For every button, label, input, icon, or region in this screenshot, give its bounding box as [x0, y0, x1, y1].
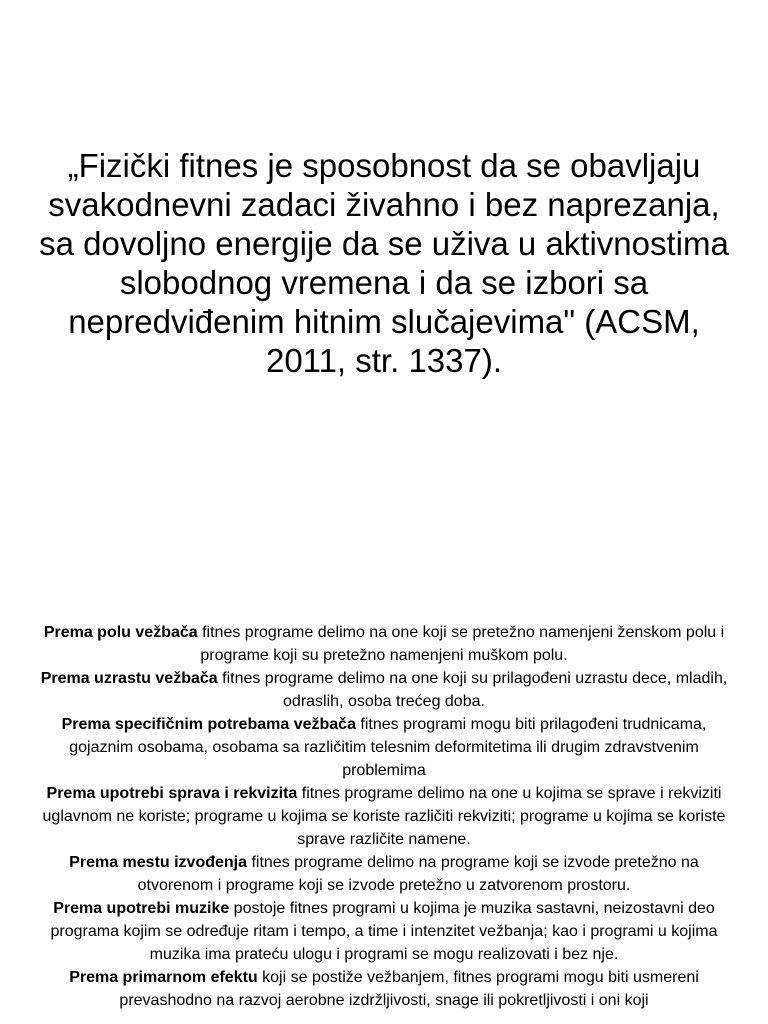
paragraph-gender — [30, 621, 738, 667]
paragraph-text: postoje fitnes programi u kojima je muzika sastavni, neizostavni deo programa kojim se određuje ritam i tempo, a time i intenzitet vežbanja; kao i programi u kojima muzika ima prateću ulogu i programi se mogu realizovati i bez nje. — [50, 900, 718, 963]
paragraph-heading: Prema upotrebi sprava i rekvizita — [46, 785, 298, 802]
paragraph-text: fitnes programe delimo na programe koji se izvode pretežno na otvorenom i programe koji se izvode pretežno u zatvorenom prostoru. — [137, 854, 699, 894]
paragraph-text: koji se postiže vežbanjem, fitnes programi mogu biti usmereni prevashodno na razvoj aerobne izdržljivosti, snage ili pokretljivosti i oni koji — [119, 969, 699, 1009]
paragraph-heading: Prema upotrebi muzike — [53, 900, 230, 917]
paragraph-text: fitnes programi mogu biti prilagođeni trudnicama, gojaznim osobama, osobama sa različitim telesnim deformitetima ili drugim zdravstvenim problemima — [69, 716, 707, 779]
paragraph-heading: Prema mestu izvođenja — [69, 854, 248, 871]
paragraph-text: fitnes programe delimo na one u kojima se sprave i rekviziti uglavnom ne koriste; programe u kojima se koriste različiti rekviziti; programe u kojima se koriste sprave različite namene. — [42, 785, 726, 848]
paragraph-heading: Prema uzrastu vežbača — [40, 670, 218, 687]
paragraph-heading: Prema primarnom efektu — [69, 969, 258, 986]
paragraph-equipment — [30, 782, 738, 851]
paragraph-heading: Prema polu vežbača — [43, 624, 198, 641]
paragraph-text: fitnes programe delimo na one koji se pretežno namenjeni ženskom polu i programe koji su pretežno namenjeni muškom polu. — [197, 624, 725, 664]
paragraph-heading: Prema specifičnim potrebama vežbača — [61, 716, 356, 733]
paragraph-music — [30, 897, 738, 966]
paragraph-age — [30, 667, 738, 713]
slide-title: „Fizički fitnes je sposobnost da se obavljaju svakodnevni zadaci živahno i bez naprezanja, sa dovoljno energije da se uživa u aktivnostima slobodnog vremena i da se izbori sa nepredviđenim hitnim slučajevima" (ACSM, 2011, str. 1337). — [39, 147, 729, 379]
paragraph-primary-effect — [30, 966, 738, 1012]
paragraph-text: fitnes programe delimo na one koji su prilagođeni uzrastu dece, mladih, odraslih, osoba trećeg doba. — [217, 670, 728, 710]
paragraph-specific-needs — [30, 713, 738, 782]
content-body — [30, 621, 738, 1012]
paragraph-location — [30, 851, 738, 897]
